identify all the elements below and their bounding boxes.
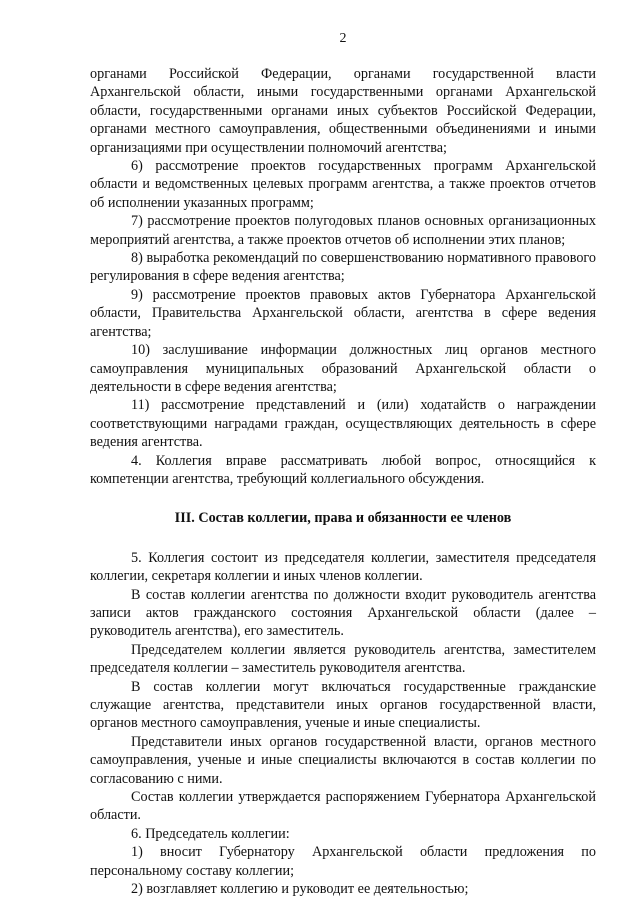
- page-number: 2: [339, 31, 347, 46]
- paragraph: 6) рассмотрение проектов государственных программ Архангельской области и ведомственных целевых программ агентства, а также проектов отчетов об исполнении указанных программ;: [90, 158, 596, 211]
- paragraph: 5. Коллегия состоит из председателя коллегии, заместителя председателя коллегии, секретаря коллегии и иных членов коллегии.: [90, 549, 596, 585]
- paragraph: 8) выработка рекомендаций по совершенствованию нормативного правового регулирования в сфере ведения агентства;: [90, 250, 596, 285]
- paragraph: Председателем коллегии является руководитель агентства, заместителем председателя коллегии – заместитель руководителя агентства.: [90, 641, 596, 677]
- paragraph: 2) возглавляет коллегию и руководит ее деятельностью;: [131, 881, 469, 898]
- document-page: [90, 30, 596, 898]
- paragraph: 11) рассмотрение представлений и (или) ходатайств о награждении соответствующими наградами граждан, осуществляющих деятельность в сфере ведения агентства.: [90, 397, 596, 451]
- paragraph: 7) рассмотрение проектов полугодовых планов основных организационных мероприятий агентства, а также проектов отчетов об исполнении этих планов;: [90, 213, 596, 248]
- paragraph: 9) рассмотрение проектов правовых актов Губернатора Архангельской области, Правительства Архангельской области, агентства в сфере ведения агентства;: [90, 286, 596, 340]
- paragraph: Представители иных органов государственной власти, органов местного самоуправления, ученые и иные специалисты включаются в состав коллегии по согласованию с ними.: [90, 733, 596, 787]
- paragraphs-before-section: [90, 65, 596, 488]
- section-heading: III. Состав коллегии, права и обязанности ее членов: [174, 510, 512, 527]
- paragraphs-after-section: [90, 549, 596, 899]
- paragraph: 4. Коллегия вправе рассматривать любой вопрос, относящийся к компетенции агентства, требующий коллегиального обсуждения.: [90, 452, 596, 487]
- paragraph: 6. Председатель коллегии:: [131, 825, 290, 842]
- paragraph: 1) вносит Губернатору Архангельской области предложения по персональному составу коллегии;: [90, 844, 596, 879]
- paragraph: В состав коллегии агентства по должности входит руководитель агентства записи актов гражданского состояния Архангельской области (далее – руководитель агентства), его заместитель.: [90, 586, 596, 640]
- paragraph: Состав коллегии утверждается распоряжением Губернатора Архангельской области.: [90, 789, 596, 824]
- paragraph: В состав коллегии могут включаться государственные гражданские служащие агентства, представители иных органов государственной власти, органов местного самоуправления, ученые и иные специалисты.: [90, 678, 596, 732]
- paragraph: органами Российской Федерации, органами государственной власти Архангельской области, иными государственными органами Архангельской области, государственными органами иных субъектов Российской Федерации, органами местного самоуправления, общественными объединениями и иными организациями при осуществлении полномочий агентства;: [90, 66, 596, 156]
- paragraph: 10) заслушивание информации должностных лиц органов местного самоуправления муниципальных образований Архангельской области о деятельности в сфере ведения агентства;: [90, 342, 596, 395]
